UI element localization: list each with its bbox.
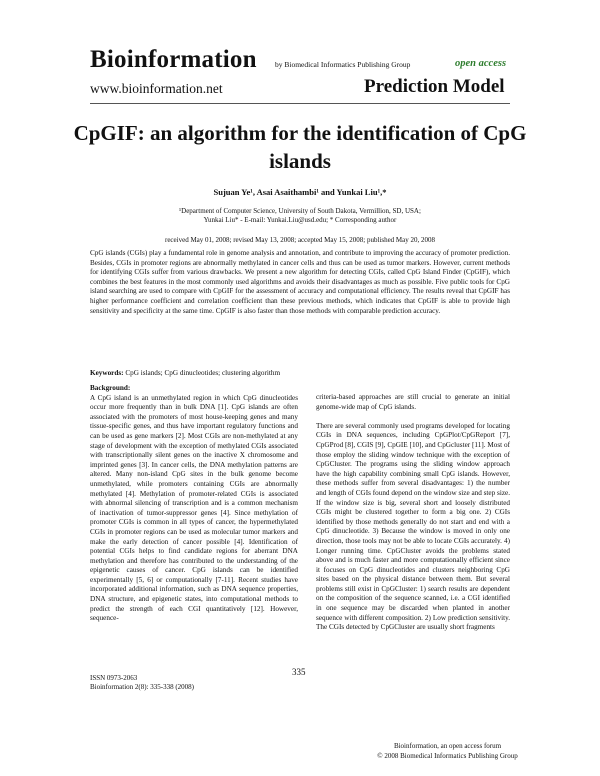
body-paragraph: criteria-based approaches are still crucial to generate an initial genome-wide map of CpG islands. xyxy=(316,393,510,411)
keywords-label: Keywords: xyxy=(90,369,124,377)
page-number: 335 xyxy=(292,667,306,677)
header-divider xyxy=(90,103,510,104)
publication-dates: received May 01, 2008; revised May 13, 2008; accepted May 15, 2008; published May 20, 2008 xyxy=(164,236,436,244)
issn: ISSN 0973-2063 xyxy=(90,674,138,682)
footer-forum xyxy=(360,742,535,761)
open-access-label: open access xyxy=(455,58,507,69)
affiliation-line: ¹Department of Computer Science, University of South Dakota, Vermillion, SD, USA; xyxy=(179,207,421,215)
keywords xyxy=(90,369,510,377)
author-list: Sujuan Ye¹, Asai Asaithambi¹ and Yunkai Liu¹,* xyxy=(213,187,387,197)
body-column-left xyxy=(90,384,298,624)
section-heading: Background: xyxy=(90,384,131,392)
body-paragraph: There are several commonly used programs developed for locating CGIs in DNA sequences, including CpGPlot/CpGReport [7], CpGProd [8], CGIS [9], CpGIE [10], and CpGcluster [11]. Most of those employ the sliding window technique with the exception of CpGCluster. The programs using the sliding window approach have the high capability combining small CpG islands. However, these methods suffer from several disadvantages: 1) the number and length of CGIs found depend on the window size and step size. If the window size is big, several short and loosely distributed CGIs might be clustered together to form a big one. 2) CGIs identified by those methods generally do not start and end with a CpG dinucleotide. 3) Because the window is moved in only one direction, those tools may not be able to locate CGIs accurately. 4) Longer running time. CpGCluster avoids the problems stated above and is much faster and more computationally efficient since it focuses on CpG dinucleotides and clusters neighboring CpG sites based on the physical distance between them. But several problems still exist in CpGCluster: 1) search results are dependent on the composition of the sequence scanned, i.e. a CGI identified in one sequence may be discarded when planted in another sequence with different composition. 2) Low prediction sensitivity. The CGIs detected by CpGCluster are usually short fragments xyxy=(316,421,510,632)
journal-brand: Bioinformation xyxy=(90,46,257,73)
journal-website[interactable]: www.bioinformation.net xyxy=(90,81,223,96)
article-title: CpGIF: an algorithm for the identification of CpG islands xyxy=(73,121,527,173)
forum-line: Bioinformation, an open access forum xyxy=(393,742,502,750)
copyright-line: © 2008 Biomedical Informatics Publishing Group xyxy=(377,751,518,760)
article-category: Prediction Model xyxy=(364,76,505,97)
citation: Bioinformation 2(8): 335-338 (2008) xyxy=(90,683,195,691)
footer-citation xyxy=(90,674,194,692)
publisher-line: by Biomedical Informatics Publishing Group xyxy=(275,60,411,69)
keywords-text: CpG islands; CpG dinucleotides; clustering algorithm xyxy=(123,369,281,377)
body-column-right xyxy=(316,393,510,642)
contact-line: Yunkai Liu* - E-mail: Yunkai.Liu@usd.edu; * Corresponding author xyxy=(203,216,397,224)
abstract: CpG islands (CGIs) play a fundamental role in genome analysis and annotation, and contribute to improving the accuracy of promoter prediction. Besides, CGIs in promoter regions are abnormally methylated in cancer cells and thus can be used as tumor markers. However, current methods for identifying CGIs suffer from various drawbacks. We present a new algorithm for detecting CGIs, called CpG Island Finder (CpGIF), which combines the best features in the most commonly used algorithms and avoids their disadvantages as much as possible. Five public tools for CpG island searching are used to compare with CpGIF for the assessment of accuracy and computational efficiency. The results reveal that CpGIF has higher performance coefficient and correlation coefficient than these previous methods, which indicates that CpGIF is able to provide high sensitivity and specificity at the same time. CpGIF is also faster than those methods with comparable prediction accuracy. xyxy=(90,249,510,315)
body-paragraph: A CpG island is an unmethylated region in which CpG dinucleotides occur more frequently than in bulk DNA [1]. CpG islands are often associated with the promoters of most house-keeping genes and many tissue-specific genes, and thus have important regulatory functions and can be used as gene markers [2]. Most CGIs are non-methylated at any stage of development with the exception of methylated CGIs associated with transcriptionally silent genes on the inactive X chromosome and imprinted genes [3]. In cancer cells, the DNA methylation patterns are altered. Many non-island CpG sites in the bulk genome become unmethylated, while promoters containing CGIs are abnormally methylated [4]. Methylation of promoter-related CGIs is associated with abnormal silencing of transcription and is a common mechanism of inactivation of tumor-suppressor genes [4]. Since methylation of promoter CGIs is common in all types of cancer, the hypermethylated CGIs in promoter regions can be used as molecular tumor markers and make the early detection of cancer possible [4]. Identification of potential CGIs helps to find candidate regions for aberrant DNA methylation and therefore has contributed to the understanding of the epigenetic causes of cancer. CpG islands can be identified experimentally [5, 6] or computationally [7-11]. Recent studies have incorporated additional information, such as DNA sequence properties, DNA structure, and epigenetic states, into computational methods to predict the strength of each CGI quantitatively [12]. However, sequence- xyxy=(90,393,298,623)
